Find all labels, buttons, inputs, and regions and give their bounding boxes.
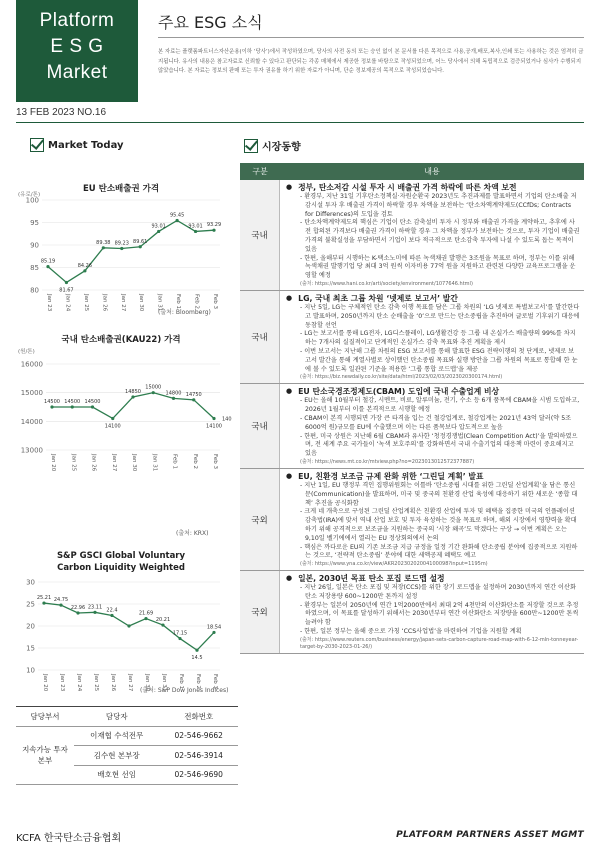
x-tick-label: Feb 1 xyxy=(178,674,184,689)
x-tick-label: Feb 3 xyxy=(212,454,218,469)
x-tick-label: Jan 23 xyxy=(59,674,65,692)
data-label: 17.15 xyxy=(172,630,188,637)
data-label: 93.01 xyxy=(188,223,203,230)
y-tick-label: 13000 xyxy=(20,446,43,455)
y-tick-label: 100 xyxy=(25,196,39,205)
contact-dept: 지속가능 투자본부 xyxy=(16,726,74,785)
y-tick-label: 14000 xyxy=(20,417,43,426)
data-point xyxy=(91,405,94,408)
data-label: 14100 xyxy=(206,423,222,430)
chart-unit: (원/톤) xyxy=(18,349,35,355)
contact-header: 전화번호 xyxy=(159,707,238,727)
data-label: 93.29 xyxy=(206,222,222,229)
news-bullet: - 한편, 미국 상원은 지난해 6월 CBAM과 유사한 ‘청정경쟁법(Clean Competition Act)’을 발의하였으며, 전 세계 주요 국가들이 ‘녹색 보호주의’를 강화하면서 국내 수출기업의 대응책 마련이 중요해지고 있음 xyxy=(300,433,580,459)
news-bullet: - 탄소차액계약제도의 핵심은 기업이 탄소 감축설비 투자 시 정부와 배출권 가격을 계약하고, 추후에 사전 합의된 가격보다 배출권 가격이 하락할 경우 그 차액을 정부가 보전하는 것으로, 투자 기업이 배출권 가격의 불확실성을 부담하면서 기업이 보다 적극적으로 탄소감축 투자에 나설 수 있도록 돕는 목적이 있음 xyxy=(300,219,580,254)
data-point xyxy=(212,631,215,634)
data-point xyxy=(178,637,181,640)
brand-line: Platform xyxy=(39,10,115,31)
data-label: 85.19 xyxy=(40,258,56,265)
data-point xyxy=(139,245,142,248)
y-tick-label: 80 xyxy=(30,286,39,295)
data-point xyxy=(194,230,197,233)
x-tick-label: Jan 25 xyxy=(82,294,89,312)
y-tick-label: 10 xyxy=(26,666,35,675)
news-row xyxy=(240,291,584,384)
footer-logo-kcfa: KCFA 한국탄소금융협회 xyxy=(16,833,122,844)
data-label: 20.21 xyxy=(155,617,171,624)
data-point xyxy=(59,604,62,607)
x-tick-label: Jan 30 xyxy=(144,674,150,692)
x-tick-label: Jan 24 xyxy=(64,294,71,312)
x-tick-label: Feb 1 xyxy=(175,294,182,309)
chart-source: (출처: S&P Dow Jones Indices) xyxy=(140,687,229,694)
data-point xyxy=(65,281,68,284)
issue-date: 13 FEB 2023 NO.16 xyxy=(16,107,107,118)
data-label: 89.61 xyxy=(133,238,148,245)
data-point xyxy=(71,405,74,408)
brand-logo xyxy=(16,0,138,102)
y-tick-label: 85 xyxy=(30,264,39,272)
contact-header: 담당자 xyxy=(74,707,159,727)
data-label: 81.67 xyxy=(59,287,74,294)
data-label: 14500 xyxy=(44,399,60,405)
data-label: 14100 xyxy=(104,423,121,430)
data-point xyxy=(161,623,164,626)
news-bullet: - LG는 보고서를 통해 LG전자, LG디스플레이, LG생활건강 등 그룹 내 온실가스 배출량의 99%를 차지하는 7개사의 실질적이고 단계적인 온실가스 감축 목표와 추진 계획을 제시 xyxy=(300,330,580,348)
data-point xyxy=(152,391,155,394)
contact-phone: 02-546-3914 xyxy=(159,746,238,766)
x-tick-label: Jan 30 xyxy=(138,294,145,312)
data-point xyxy=(212,417,215,420)
x-tick-label: Jan 30 xyxy=(131,454,137,472)
contact-header: 담당부서 xyxy=(16,707,74,727)
news-row xyxy=(240,571,584,654)
news-category: 국외 xyxy=(240,571,280,653)
data-point xyxy=(50,405,53,408)
news-category: 국외 xyxy=(240,469,280,570)
news-category: 국내 xyxy=(240,180,280,290)
chart-title: 국내 탄소배출권(KAU22) 가격 xyxy=(61,335,181,345)
data-point xyxy=(144,617,147,620)
x-tick-label: Jan 25 xyxy=(93,674,99,692)
news-title: ● LG, 국내 최초 그룹 차원 ‘넷제로 보고서’ 발간 xyxy=(286,293,580,304)
data-point xyxy=(76,611,79,614)
news-table-header xyxy=(240,163,584,180)
news-table xyxy=(240,163,584,654)
data-point xyxy=(111,417,114,420)
news-bullet: - 한편, 올해부터 시행하는 K-택소노미에 따른 녹색채권 발행은 3조원을 목표로 하며, 정부는 이를 위해 녹색채권 발행기업 당 최대 3억 원씩 이자비용 77억 원을 지원하고 관련된 다양한 교육프로그램을 운영할 예정 xyxy=(300,255,580,281)
data-label: 95.45 xyxy=(169,212,185,219)
chart-source: (출처: Bloomberg) xyxy=(158,309,211,316)
x-tick-label: Feb 1 xyxy=(171,454,178,469)
y-tick-label: 20 xyxy=(26,622,35,631)
news-bullet: - 지난 1일, EU 행정부 격인 집행위원회는 이틀바 ‘탄소중립 시대를 위한 그린딜 산업계획’을 담은 통신문(Communication)을 발표하며, 미국 및 중국의 친환경 산업 육성에 대응하기 위한 새로운 ‘종합 대책’ 추진을 공식화함 xyxy=(300,482,580,508)
chart-unit: (유로/톤) xyxy=(18,192,41,198)
series-line xyxy=(48,220,214,282)
check-icon xyxy=(244,139,258,153)
news-bullet: - 이번 보고서는 지난해 그룹 차원의 ESG 보고서를 통해 발표한 ESG 전략이행의 첫 단계로, 넷제로 보고서 발간을 통해 계열사별로 상이했던 탄소중립 목표와 실행 방안을 그룹 차원의 목표로 통합해 한 눈에 볼 수 있도록 일관된 기준을 적용한 ‘그룹 통합 로드맵’을 제공 xyxy=(300,348,580,374)
data-point xyxy=(93,611,96,614)
x-tick-label: Jan 23 xyxy=(46,294,52,312)
x-tick-label: Jan 31 xyxy=(161,674,167,692)
brand-line: Market xyxy=(46,62,108,83)
data-label: 22.4 xyxy=(106,607,118,614)
news-bullet: - 한편, 일본 정부는 올해 중으로 가칭 ‘CCS사업법’을 마련하여 기업을 지원할 계획 xyxy=(300,628,580,637)
data-label: 14.5 xyxy=(191,655,203,662)
data-point xyxy=(131,395,134,398)
data-point xyxy=(102,246,105,249)
disclaimer: 본 자료는 플랫폼파트너스자산운용(이하 ‘당사’)에서 작성하였으며, 당사의 사전 동의 또는 승인 없이 본 문서를 다른 목적으로 사용,공개,배포,복사,인쇄 또는 사용하는 것은 엄격히 금지됩니다. 유사의 내용은 참고자료로 신뢰할 수 있다고 판단되는 각종 매체에서 제공한 정보를 바탕으로 작성되었으며, 어느 당사에서 의해 독립적으로 검증되었거나 심사가 수행되지 않았습니다. 본 자료는 정보의 판매 또는 투자 권유를 하기 위한 자료가 아니며, 단순 정보제공의 목적으로 작성되었습니다. xyxy=(158,49,584,74)
news-bullet: - 환경부, 지난 31일 기후탄소정책실·자원순환국 2023년도 추진과제를 발표하면서 기업의 탄소배출 저감시설 투자 후 배출권 가격이 하락할 경우 차액을 보전하는 ‘탄소차액계약제도(CCfDs; Contracts for Differences)의 도입을 검토 xyxy=(300,193,580,219)
market-today-heading: Market Today xyxy=(30,138,124,152)
data-label: 14500 xyxy=(84,399,101,405)
news-row xyxy=(240,469,584,571)
market-news-heading: 시장동향 xyxy=(244,138,301,153)
news-category: 국내 xyxy=(240,291,280,383)
x-tick-label: Feb 2 xyxy=(191,454,198,469)
brand-line: E S G xyxy=(50,36,104,57)
news-bullet: - 핵심은 까다로운 EU의 기존 보조금 지급 규정을 일정 기간 완화해 탄소중립 분야에 집중적으로 지원하는 것으로, ‘전략적 탄소중립’ 분야에 대한 세액공제 혜택도 예고 xyxy=(300,544,580,562)
x-tick-label: Jan 31 xyxy=(151,454,158,472)
data-point xyxy=(110,614,113,617)
news-source: (출처: https://www.yna.co.kr/view/AKR20230202004100098?input=1195m) xyxy=(300,561,488,568)
y-tick-label: 16000 xyxy=(20,360,43,369)
news-bullet: - 크게 네 개축으로 구성된 그린딜 산업계획은 친환경 산업에 투자 및 혜택을 집중한 미국의 인플레이션감축법(IRA)에 맞서 역내 산업 보호 및 투자 육성하는 것을 목표로 하며, 해외 시장에서 영향력을 확대하기 위해 공격적으로 보조금을 지원하는 중국의 ‘시장 왜곡’도 막겠다는 구상 → 이번 계획은 오는 9,10일 벨기에에서 열리는 EU 정상회의에서 논의 xyxy=(300,508,580,543)
news-title: ● EU, 친환경 보조금 규제 완화 위한 ‘그린딜 계획’ 발표 xyxy=(286,471,580,482)
data-label: 14800 xyxy=(165,390,182,397)
x-tick-label: Feb 2 xyxy=(195,674,201,689)
news-source: (출처: https://biz.newdaily.co.kr/site/data/html/2023/02/03/2023020300174.html) xyxy=(300,374,503,381)
chart-source: (출처: KRX) xyxy=(176,530,209,537)
news-bullet: - 지난 5일, LG는 구체적인 탄소 감축 이행 목표를 담은 그룹 차원의 ‘LG 넷제로 특별보고서’를 발간한다고 발표하며, 2050년까지 탄소 순배출을 ‘0’으로 만드는 탄소중립을 추진하며 글로벌 기후위기 대응에 동참할 선언 xyxy=(300,304,580,330)
y-tick-label: 15 xyxy=(26,644,35,653)
news-title: ● EU 탄소국경조정제도(CBAM) 도입에 국내 수출업계 비상 xyxy=(286,386,580,397)
data-label: 89.38 xyxy=(96,239,111,246)
data-point xyxy=(172,397,175,400)
x-tick-label: Feb 3 xyxy=(212,674,218,689)
divider xyxy=(158,37,584,38)
footer-logo-platform: PLATFORM PARTNERS ASSET MGMT xyxy=(396,830,584,840)
x-tick-label: Jan 26 xyxy=(101,294,108,312)
x-tick-label: Jan 20 xyxy=(42,674,48,692)
x-tick-label: Jan 27 xyxy=(127,674,133,692)
data-label: 93.01 xyxy=(151,223,166,230)
data-label: 14850 xyxy=(125,388,141,395)
contact-name: 김수현 본부장 xyxy=(74,746,159,766)
x-tick-label: Jan 25 xyxy=(70,454,77,472)
contact-name: 이재협 수석전무 xyxy=(74,726,159,746)
news-category: 국내 xyxy=(240,384,280,468)
x-tick-label: Jan 27 xyxy=(110,454,117,472)
col-category: 구분 xyxy=(252,167,268,176)
page-title: 주요 ESG 소식 xyxy=(158,13,263,32)
data-point xyxy=(157,230,160,233)
y-tick-label: 95 xyxy=(30,219,39,227)
divider xyxy=(16,122,584,123)
chart-title: EU 탄소배출권 가격 xyxy=(82,184,160,194)
x-tick-label: Feb 2 xyxy=(193,294,200,309)
data-label: 25.21 xyxy=(36,595,52,602)
contact-table xyxy=(16,706,238,785)
check-icon xyxy=(30,138,44,152)
data-label: 21.69 xyxy=(138,610,154,617)
news-bullet: - EU는 올해 10월부터 철강, 시멘트, 비료, 알루미늄, 전기, 수소 등 6개 품목에 CBAM을 시범 도입하고, 2026년 1월부터 이를 본격적으로 시행할 예정 xyxy=(300,397,580,415)
x-tick-label: Jan 20 xyxy=(50,454,56,472)
news-title: ● 정부, 탄소저감 시설 투자 시 배출권 가격 하락에 따른 차액 보전 xyxy=(286,182,580,193)
news-source: (출처: https://news.mt.co.kr/mtview.php?no=2023013012572377887) xyxy=(300,458,475,465)
data-label: 24.75 xyxy=(53,597,69,604)
data-label: 15000 xyxy=(145,384,162,391)
y-tick-label: 25 xyxy=(26,600,35,609)
news-row xyxy=(240,384,584,469)
data-label: 22.96 xyxy=(70,604,86,611)
news-bullet: - 환경부는 일본이 2050년에 연간 1억2000만에서 최대 2억 4천만의 이산화탄소를 저장할 것으로 추정하였으며, 이 목표를 달성하기 위해서는 2030년부터 연간 이산화탄소 저장량을 600만~1200만 톤씩 늘려야 함 xyxy=(300,602,580,628)
data-point xyxy=(42,601,45,604)
col-content: 내용 xyxy=(424,167,440,176)
kau22-chart xyxy=(16,360,232,472)
data-label: 18.54 xyxy=(206,624,222,631)
contact-phone: 02-546-9690 xyxy=(159,765,238,785)
x-tick-label: Jan 31 xyxy=(156,294,163,312)
x-tick-label: Jan 26 xyxy=(90,454,97,472)
x-tick-label: Jan 26 xyxy=(110,674,116,692)
data-point xyxy=(212,229,215,232)
news-bullet: - 지난 26일, 일본은 탄소 포집 및 저장(CCS)를 위한 장기 로드맵을 설정하며 2030년까지 연간 이산화탄소 저장용량 600~1200만 톤까지 설정 xyxy=(300,584,580,602)
data-label: 84.26 xyxy=(77,262,93,269)
y-tick-label: 30 xyxy=(26,578,35,587)
data-label: 14750 xyxy=(185,391,202,398)
news-bullet: - CBAM이 본격 시행되면 가장 큰 타격을 입는 건 철강업계로, 철강업계는 2021년 43억 달러(약 5조 6000억 원)규모를 EU에 수출했으며 이는 다른 품목보다 압도적으로 높음 xyxy=(300,415,580,433)
eu-carbon-chart xyxy=(16,196,226,312)
y-tick-label: 15000 xyxy=(20,389,43,398)
data-point xyxy=(46,265,49,268)
data-point xyxy=(176,219,179,222)
x-tick-label: Feb 3 xyxy=(212,294,218,309)
data-point xyxy=(192,398,195,401)
data-label: 89.23 xyxy=(114,240,129,247)
data-label: 23.11 xyxy=(87,604,103,611)
contact-phone: 02-546-9662 xyxy=(159,726,238,746)
news-source: (출처: https://www.hani.co.kr/arti/society/environment/1077646.html) xyxy=(300,280,473,287)
data-label: 14500 xyxy=(64,399,81,405)
chart-title: S&P GSCI Global Voluntary Carbon Liquidity Weighted xyxy=(56,551,186,573)
data-point xyxy=(195,649,198,652)
x-tick-label: Jan 27 xyxy=(119,294,126,312)
y-tick-label: 90 xyxy=(30,241,39,250)
data-label: 140 xyxy=(222,416,232,423)
contact-name: 배호현 선임 xyxy=(74,765,159,785)
data-point xyxy=(120,247,123,250)
news-row xyxy=(240,180,584,291)
data-point xyxy=(127,624,130,627)
news-source: (출처: https://www.reuters.com/business/energy/japan-sets-carbon-capture-road-map-with-6-12-mln-tonneyear-target-by-2030-2023-01-26/) xyxy=(300,636,579,650)
news-title: ● 일본, 2030년 목표 탄소 포집 로드맵 설정 xyxy=(286,573,580,584)
data-point xyxy=(83,269,86,272)
x-tick-label: Jan 24 xyxy=(76,674,82,692)
